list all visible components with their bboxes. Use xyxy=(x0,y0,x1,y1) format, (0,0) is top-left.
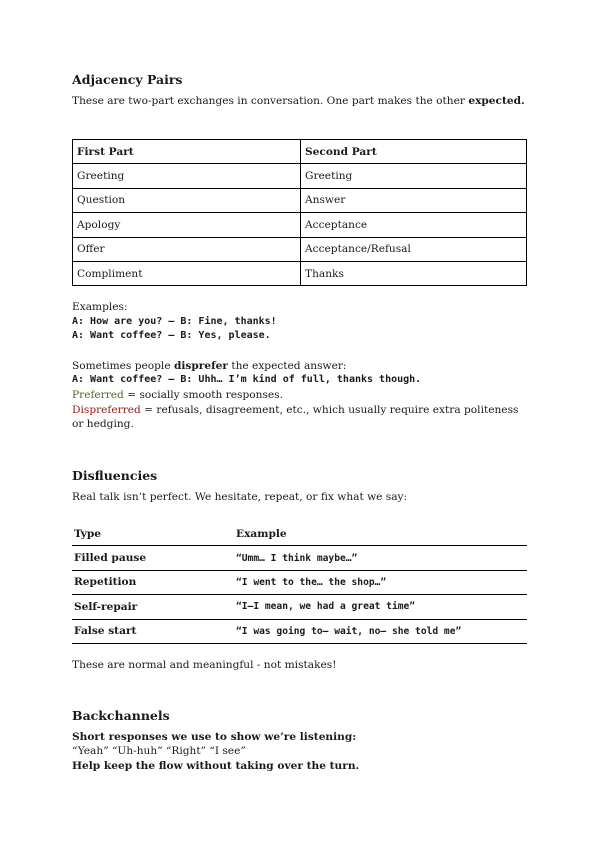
backchannels-line-1: Short responses we use to show we’re listening: xyxy=(72,731,357,743)
table-cell: Question xyxy=(73,188,301,212)
table-cell: Filled pause xyxy=(72,546,234,570)
table-row xyxy=(73,164,527,188)
table-row xyxy=(73,237,527,261)
column-header: First Part xyxy=(73,140,301,164)
backchannels-heading: Backchannels xyxy=(72,708,170,723)
table-header-row xyxy=(73,140,527,164)
disfluencies-heading: Disfluencies xyxy=(72,468,158,483)
disfluencies-table xyxy=(72,522,527,644)
table-cell: “Umm… I think maybe…” xyxy=(234,546,527,570)
backchannels-line-2: “Yeah” “Uh-huh” “Right” “I see” xyxy=(72,745,246,757)
adjacency-intro: These are two-part exchanges in conversation. One part makes the other expected. xyxy=(72,95,525,107)
table-header-row xyxy=(72,522,527,546)
table-cell: “I–I mean, we had a great time” xyxy=(234,595,527,619)
examples-label: Examples: xyxy=(72,301,128,313)
table-row xyxy=(73,188,527,212)
table-cell: Greeting xyxy=(301,164,527,188)
table-cell: Apology xyxy=(73,213,301,237)
table-row xyxy=(73,213,527,237)
backchannels-line-3: Help keep the flow without taking over the turn. xyxy=(72,760,360,772)
table-cell: Repetition xyxy=(72,570,234,594)
table-cell: “I went to the… the shop…” xyxy=(234,570,527,594)
table-cell: Acceptance/Refusal xyxy=(301,237,527,261)
column-header: Type xyxy=(72,522,234,546)
example-line: A: Want coffee? – B: Yes, please. xyxy=(72,330,271,341)
disfluencies-note: These are normal and meaningful - not mistakes! xyxy=(72,659,337,671)
table-row xyxy=(72,570,527,594)
preferred-definition: Preferred = socially smooth responses. xyxy=(72,389,283,401)
column-header: Second Part xyxy=(301,140,527,164)
table-cell: Thanks xyxy=(301,261,527,285)
table-cell: Offer xyxy=(73,237,301,261)
table-row xyxy=(73,261,527,285)
table-cell: Answer xyxy=(301,188,527,212)
column-header: Example xyxy=(234,522,527,546)
table-cell: Self-repair xyxy=(72,595,234,619)
table-row xyxy=(72,619,527,643)
table-cell: Compliment xyxy=(73,261,301,285)
table-cell: Greeting xyxy=(73,164,301,188)
dispref-example: A: Want coffee? – B: Uhh… I’m kind of full, thanks though. xyxy=(72,374,422,385)
table-row xyxy=(72,595,527,619)
adjacency-table xyxy=(72,139,527,286)
disfluencies-intro: Real talk isn’t perfect. We hesitate, repeat, or fix what we say: xyxy=(72,491,408,503)
example-line: A: How are you? – B: Fine, thanks! xyxy=(72,316,277,327)
table-cell: “I was going to– wait, no– she told me” xyxy=(234,619,527,643)
table-cell: False start xyxy=(72,619,234,643)
dispreferred-definition: Dispreferred = refusals, disagreement, etc., which usually require extra politeness or hedging. xyxy=(72,404,519,430)
table-cell: Acceptance xyxy=(301,213,527,237)
adjacency-heading: Adjacency Pairs xyxy=(72,72,183,87)
table-row xyxy=(72,546,527,570)
dispref-intro: Sometimes people disprefer the expected answer: xyxy=(72,360,347,372)
